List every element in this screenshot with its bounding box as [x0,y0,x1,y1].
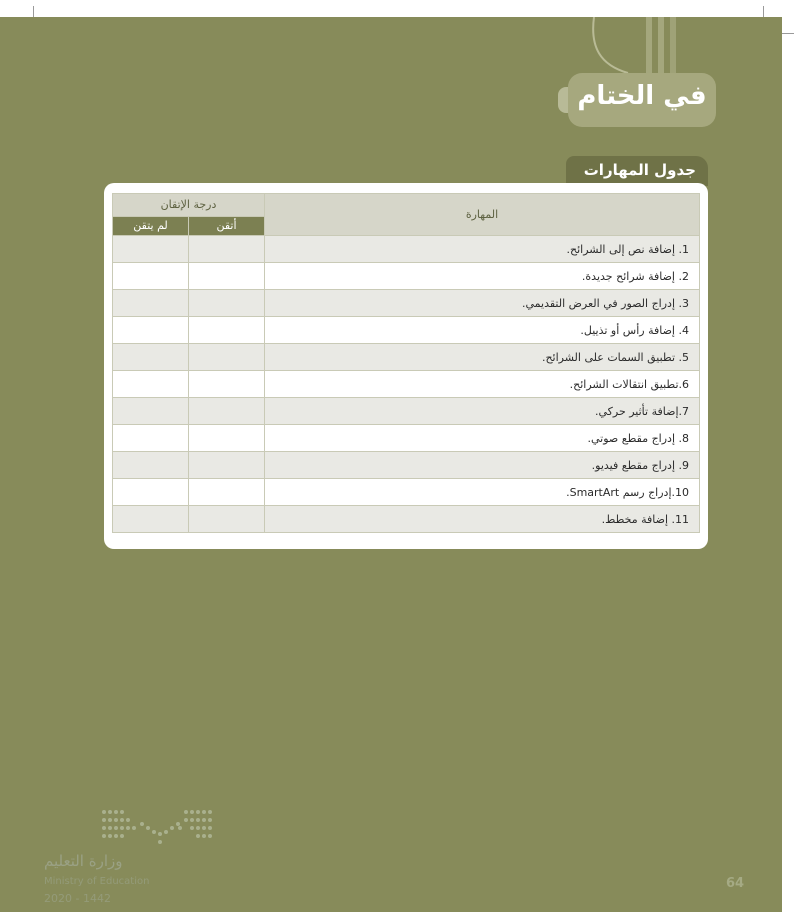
mastered-checkbox-cell[interactable] [189,263,265,290]
page-title: في الختام [577,81,707,111]
mastered-checkbox-cell[interactable] [189,344,265,371]
not-mastered-checkbox-cell[interactable] [113,425,189,452]
table-row [113,425,700,452]
skill-cell: 11. إضافة مخطط. [265,506,700,533]
mastered-checkbox-cell[interactable] [189,371,265,398]
skills-table [112,193,700,533]
title-box [568,73,716,127]
mastered-checkbox-cell[interactable] [189,425,265,452]
table-row [113,398,700,425]
table-row [113,479,700,506]
mastery-header: درجة الإتقان [113,194,265,217]
table-row [113,452,700,479]
table-row [113,236,700,263]
skill-cell: 10.إدراج رسم SmartArt. [265,479,700,506]
not-mastered-checkbox-cell[interactable] [113,317,189,344]
skill-cell: 6.تطبيق انتقالات الشرائح. [265,371,700,398]
skills-panel [104,183,708,549]
not-mastered-checkbox-cell[interactable] [113,290,189,317]
table-row [113,371,700,398]
ministry-logo-icon [98,806,216,846]
mastered-checkbox-cell[interactable] [189,479,265,506]
not-mastered-checkbox-cell[interactable] [113,371,189,398]
ministry-name-en: Ministry of Education [44,876,150,887]
mastered-checkbox-cell[interactable] [189,290,265,317]
skill-cell: 5. تطبيق السمات على الشرائح. [265,344,700,371]
table-row [113,506,700,533]
table-row [113,344,700,371]
not-mastered-header: لم يتقن [113,216,189,235]
edition-year: 2020 - 1442 [44,892,111,905]
skill-cell: 8. إدراج مقطع صوتي. [265,425,700,452]
skill-cell: 9. إدراج مقطع فيديو. [265,452,700,479]
mastered-header: أتقن [189,216,265,235]
not-mastered-checkbox-cell[interactable] [113,236,189,263]
mastered-checkbox-cell[interactable] [189,452,265,479]
skill-cell: 1. إضافة نص إلى الشرائح. [265,236,700,263]
table-row [113,317,700,344]
mastered-checkbox-cell[interactable] [189,317,265,344]
not-mastered-checkbox-cell[interactable] [113,506,189,533]
skill-header: المهارة [265,194,700,236]
skill-cell: 2. إضافة شرائح جديدة. [265,263,700,290]
skill-cell: 3. إدراج الصور في العرض التقديمي. [265,290,700,317]
skill-cell: 7.إضافة تأثير حركي. [265,398,700,425]
skill-cell: 4. إضافة رأس أو تذييل. [265,317,700,344]
not-mastered-checkbox-cell[interactable] [113,344,189,371]
section-tab [566,156,708,186]
not-mastered-checkbox-cell[interactable] [113,263,189,290]
not-mastered-checkbox-cell[interactable] [113,479,189,506]
ministry-name-ar: وزارة التعليم [44,852,123,870]
section-label: جدول المهارات [583,161,696,179]
not-mastered-checkbox-cell[interactable] [113,398,189,425]
not-mastered-checkbox-cell[interactable] [113,452,189,479]
table-row [113,290,700,317]
table-row [113,263,700,290]
mastered-checkbox-cell[interactable] [189,398,265,425]
page-number: 64 [726,876,745,891]
mastered-checkbox-cell[interactable] [189,506,265,533]
mastered-checkbox-cell[interactable] [189,236,265,263]
